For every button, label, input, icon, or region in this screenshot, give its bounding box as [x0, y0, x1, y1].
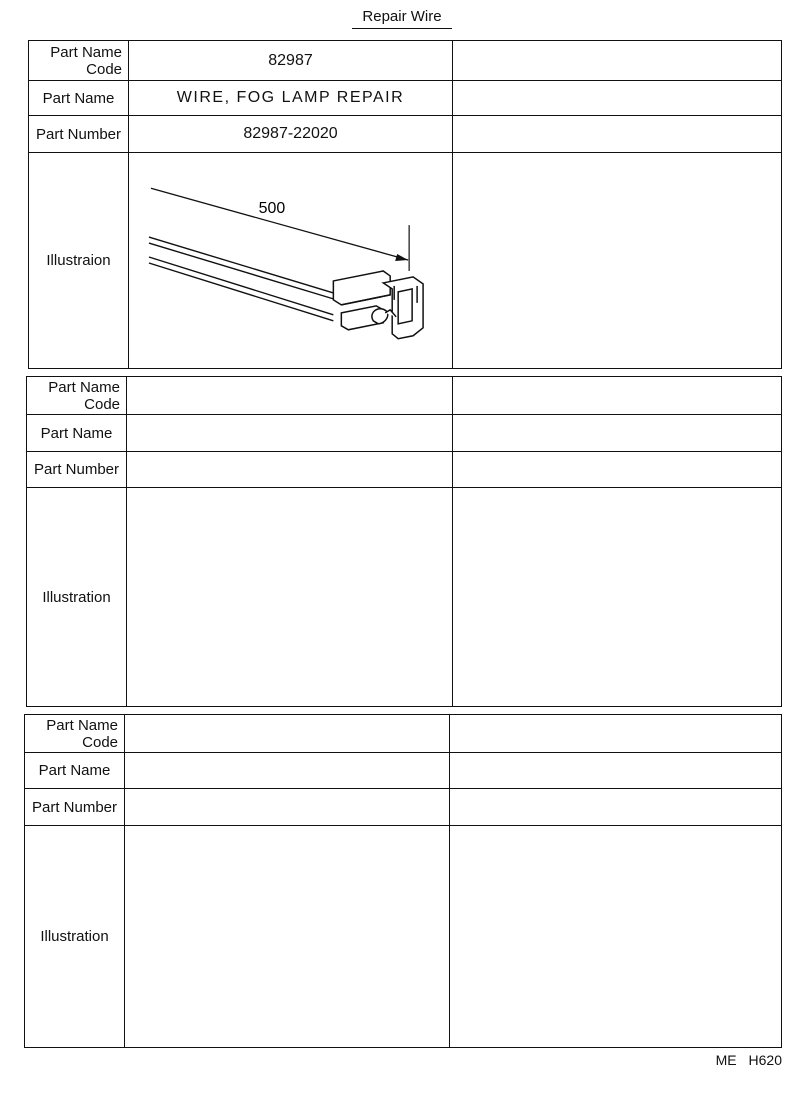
row-part-name-code — [29, 41, 781, 81]
row-part-name — [29, 81, 781, 116]
label-illustration: Illustration — [27, 488, 127, 706]
value-part-number: 82987-22020 — [129, 116, 453, 152]
dimension-label: 500 — [258, 200, 286, 218]
label-code-line2: Code — [86, 60, 122, 78]
illustration-area — [125, 826, 450, 1047]
row-illustration — [29, 153, 781, 368]
page-reference: ME H620 — [715, 1052, 782, 1068]
value-part-name: WIRE, FOG LAMP REPAIR — [129, 81, 453, 115]
value-part-name-code — [125, 715, 450, 752]
row-illustration — [25, 826, 781, 1047]
row-part-name — [27, 415, 781, 452]
page-title: Repair Wire — [352, 8, 452, 29]
blank-cell-right — [453, 116, 781, 152]
label-part-name: Part Name — [27, 415, 127, 451]
label-part-name: Part Name — [25, 753, 125, 788]
parts-form-2 — [26, 376, 782, 707]
label-code-line1: Part Name — [50, 43, 122, 61]
connector-body — [333, 271, 423, 339]
value-part-name-code — [127, 377, 453, 414]
value-part-name-code: 82987 — [129, 41, 453, 80]
blank-cell-right — [453, 81, 781, 115]
label-part-number: Part Number — [29, 116, 129, 152]
row-part-number — [27, 452, 781, 488]
label-illustration: Illustration — [25, 826, 125, 1047]
value-part-number — [125, 789, 450, 825]
label-code-line1: Part Name — [48, 378, 120, 396]
value-part-number — [127, 452, 453, 487]
label-code-line2: Code — [84, 395, 120, 413]
label-part-number: Part Number — [27, 452, 127, 487]
row-illustration — [27, 488, 781, 706]
row-part-name-code — [27, 377, 781, 415]
illustration-area — [129, 153, 453, 368]
row-part-name-code — [25, 715, 781, 753]
dimension-arrow — [395, 254, 408, 261]
label-part-name-code — [27, 377, 127, 414]
blank-cell-right — [450, 789, 781, 825]
row-part-name — [25, 753, 781, 789]
row-part-number — [29, 116, 781, 153]
blank-cell-right — [453, 488, 781, 706]
blank-cell-right — [450, 826, 781, 1047]
label-part-name: Part Name — [29, 81, 129, 115]
label-part-name-code — [25, 715, 125, 752]
label-part-number: Part Number — [25, 789, 125, 825]
blank-cell-right — [453, 452, 781, 487]
blank-cell-right — [453, 415, 781, 451]
blank-cell-right — [453, 41, 781, 80]
blank-cell-right — [450, 715, 781, 752]
value-part-name — [125, 753, 450, 788]
label-illustration: Illustraion — [29, 153, 129, 368]
parts-form-1 — [28, 40, 782, 369]
parts-form-3 — [24, 714, 782, 1048]
blank-cell-right — [453, 377, 781, 414]
row-part-number — [25, 789, 781, 826]
label-code-line1: Part Name — [46, 716, 118, 734]
illustration-area — [127, 488, 453, 706]
blank-cell-right — [453, 153, 781, 368]
value-part-name — [127, 415, 453, 451]
blank-cell-right — [450, 753, 781, 788]
label-code-line2: Code — [82, 733, 118, 751]
wire-connector-illustration — [129, 153, 452, 368]
label-part-name-code — [29, 41, 129, 80]
